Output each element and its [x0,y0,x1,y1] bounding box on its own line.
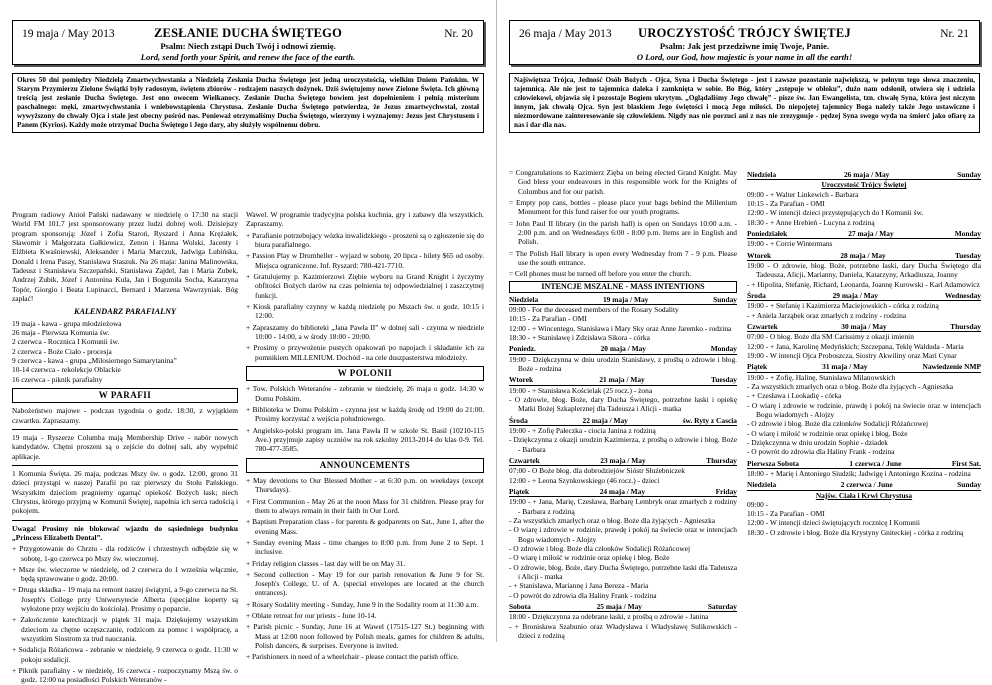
parish-list-b [246,231,484,362]
day-name-en: First Sat. [951,458,981,468]
mass-intention: - O zdrowie i błog. Boże dla członków Sodalicji Różańcowej [509,543,691,553]
mass-intention: - + Hipolita, Stefanię, Richard, Leonarda, Joannę Kurowski - Karl Adamowicz [747,279,980,289]
mass-intention: 19:00 - + Zofię Pałeczka - ciocia Janina z rodziną [509,425,656,435]
day-name-pl: Środa [509,415,528,425]
mass-intentions-week-1 [509,295,737,640]
mass-intention: - O powrót do zdrowia dla Haliny Frank - rodzina [509,590,657,600]
day-date: 31 maja / May [822,362,868,372]
mass-intention: - + Bronisława Szabunio oraz Władysława i Władysławę Sulikowskich - dzieci z rodziną [509,621,737,640]
mass-intention: 19:00 - W intencji Ojca Proboszcza, Siostry Akwiliny oraz Mari Cynar [747,350,957,360]
list-item: + Passion Play w Drumheller - wyjazd w sobotę, 20 lipca - bilety $65 od osoby. Miejsca ograniczone. Inf. Ryszard: 780-421-7710. [246,251,484,270]
day-header [747,362,981,372]
mass-intention: - O zdrowie i błog. Boże dla członków Sodalicji Różańcowej [747,419,929,429]
mass-intention: 18:30 - + Anne Hrebień - Lucyna z rodziną [747,217,875,227]
list-item: + Parafianie potrzebujący wózka inwalidzkiego - proszeni są o zgłoszenie się do biura parafialnego. [246,230,484,249]
list-item: + Sodalicja Różańcowa - zebranie w niedzielę, 9 czerwca o godz. 11:30 w pokoju sodalicji. [12,645,238,664]
mass-intention: 12:00 - W intencji dzieci świętujących rocznicę I Komunii [747,518,920,528]
day-date: 27 maja / May [848,228,894,238]
day-name-en: Thursday [706,455,737,465]
day-name-en: Monday [954,228,981,238]
list-item: + Oblate retreat for our priests - June 10-14. [246,611,377,621]
parish-note-3: 1 Komunia Święta. 26 maja, podczas Mszy św. o godz. 12:00, grono 31 dzieci przystąpi w naszej Parafii po raz pierwszy do Stołu Pańskiego. Wszystkim dzieciom pragniemy ogarnąć opiekość Bożych łask; niech Chrystus, którego przyjmą w Komunii Świętej, napełnia ich serca radością i pokojem. [12,468,238,516]
day-header [747,170,981,180]
list-item: + First Communion - May 26 at the noon Mass for 31 children. Please pray for them to always remain in their faith in Our Lord. [246,496,484,515]
list-item: + Gratulujemy p. Kazimierzowi Ziębie wyboru na Grand Knight i życzymy obfitości Bożych darów na czas pełnienia tej odpowiedzialnej i zaszczytnej funkcji. [246,271,484,300]
day-header [509,456,737,466]
mass-intention: - Za wszystkich zmarłych oraz o błog. Boże dla żyjących - Agnieszka [509,515,716,525]
day-name-pl: Piątek [509,486,530,496]
day-name-en: Friday [715,486,737,496]
day-header [509,416,737,426]
day-header [509,487,737,497]
mass-intention: 19:00 - + Stanisława Kościelak (25 rocz.) - żona [509,385,653,395]
list-item: + Biblioteka w Domu Polskim - czynna jest w każdą środę od 19:00 do 21:00. Prosimy korzystać z wejścia południowego. [246,404,484,424]
mass-intention: - Dziękczynna z okazji urodzin Kazimierza, z prośbą o zdrowie i błog. Boże - Barbara [509,435,737,454]
day-name-pl: Poniedz. [509,344,536,354]
feast-title: ZESŁANIE DUCHA ŚWIĘTEGO [154,26,342,40]
feast-name: Uroczystość Trójcy Świętej [821,180,907,190]
list-item: + Sunday evening Mass - time changes to 8:00 p.m. from June 2 to Sept. 1 inclusive. [246,537,484,557]
issue-date: 19 maja / May 2013 [22,28,115,40]
calendar-item: 19 maja - kawa - grupa młodzieżowa [12,318,122,328]
feast-title: UROCZYSTOŚĆ TRÓJCY ŚWIĘTEJ [638,26,851,40]
announcement-item: = John Paul II library (in the parish hall) is open on Sundays 10:00 a.m. - 2:00 p.m. and on Wednesdays 6:00 - 8:00 p.m. Items are in English and Polish. [509,218,737,247]
mass-intention: - O zdrowie, błog. Boże, dary Ducha Świętego, potrzebne łaski dla Tadeusza i Alicji - matka [509,562,737,581]
day-name-en: Tuesday [954,250,981,260]
list-item: + Tow. Polskich Weteranów - zebranie w niedzielę, 26 maja o godz. 14:30 w Domu Polskim. [246,384,484,403]
day-date: 20 maja / May [600,344,646,354]
psalm-polish: Psalm: Niech zstąpi Duch Twój i odnowi ziemię. [160,41,336,51]
announcement-item: = Congratulations to Kazimierz Zięba on being elected Grand Knight. May God bless your endeavours in this responsible work for the Knights of Columbus and for our parish. [509,168,737,196]
divider [12,429,238,430]
day-header [747,322,981,332]
day-header [509,602,737,612]
day-name-pl: Niedziela [747,170,777,179]
mass-intention: 18:30 - + Stanisławę i Zdzisława Sikora - córka [509,333,650,342]
issue-number: Nr. 21 [940,28,969,40]
day-name-pl: Niedziela [509,294,539,304]
header-box [12,20,484,65]
calendar-list [12,319,238,384]
list-item: + Second collection - May 19 for our parish renovation & June 9 for St. Joseph's College, U. of A. (special envelopes are located at the church entrances). [246,569,484,598]
list-item: + Zakończenie katechizacji w piątek 31 maja. Dziękujemy wszystkim dzieciom za chętne uczęszczanie, rodzicom za pomoc i współpracę, a wszystkim Siostrom za trud nauczania. [12,615,238,644]
day-name-pl: Piątek [747,362,768,372]
day-name-pl: Czwartek [509,455,540,465]
list-item: + Kiosk parafialny czynny w każdą niedzielę po Mszach św. o godz. 10:15 i 12:00. [246,301,484,321]
day-header [747,251,981,261]
calendar-item: 9 czerwca - kawa - grupa „Milosiernego Samarytanina” [12,355,177,365]
calendar-item: 2 czerwca - Boże Ciało - procesja [12,346,112,356]
mass-intention: 19:00 - Dziękczynna w dniu urodzin Stanisławy, z prośbą o zdrowie i błog. Boże - rodzina [509,354,737,373]
announcement-item: = The Polish Hall library is open every Wednesday from 7 - 9 p.m. Please use the south entrance. [509,248,737,267]
picnic-continued: Wawel. W programie tradycyjna polska kuchnia, gry i zabawy dla wszystkich. Zapraszamy. [246,210,484,229]
mass-intention: 12:00 - W intencji dzieci przystępujących do I Komunii św. [747,208,924,218]
announcement-item: = Empty pop cans, bottles - please place your bags behind the Millenium Monument for this fund raiser for our youth programs. [509,197,737,217]
header-box [509,20,980,65]
mass-intention: - + Stanisława, Mariannę i Jana Bereza - Maria [509,581,649,591]
announcements-list [246,476,484,662]
mass-intention: 09:00 - + Walter Linkewich - Barbara [747,189,859,199]
day-header [509,375,737,385]
mass-intention: 07:00 - O Boże błog. dla dobrodziejów Sióstr Służebniczek [509,466,685,476]
mass-intention: 10:15 - Za Parafian - OMI [747,198,825,208]
list-item: + Friday religion classes - last day will be on May 31. [246,558,406,568]
day-date: 24 maja / May [599,486,646,496]
day-name-en: Monday [710,344,737,354]
polonia-list [246,384,484,453]
day-date: 21 maja / May [599,375,645,385]
mass-intention: 19:00 - O zdrowie, błog. Boże, potrzebne łaski, dary Ducha Świętego dla Tadeusza, Alicji, Marianny, Daniela, Katarzyny, Arkadiusza, Joanny [747,260,981,280]
day-date: 23 maja / May [600,455,646,465]
mass-intention: - O powrót do zdrowia dla Haliny Frank - rodzina [747,447,895,457]
day-name-en: Saturday [707,601,737,611]
divider [12,520,238,521]
calendar-item: 26 maja - Pierwsza Komunia św. [12,327,110,337]
list-item: + Prosimy o przywożenie pustych opakowań po napojach i składanie ich za pomnikiem MILLENIUM. Dochód - na cele duszpasterstwa młodzieży. [246,343,484,362]
day-header [509,344,737,354]
day-date: 22 maja / May [582,415,628,425]
list-item: + Przygotowanie do Chrztu - dla rodziców i chrzestnych odbędzie się w sobotę, 1-go czerwca po Mszy św. wieczornej. [12,544,238,563]
day-name-pl: Czwartek [747,321,778,331]
calendar-item: 2 czerwca - Rocznica I Komunii św. [12,337,120,347]
list-item: + May devotions to Our Blessed Mother - at 6:30 p.m. on weekdays (except Thursdays). [246,475,484,495]
mass-intention: 18:00 - Dziękczynna za odebrane łaski, z prośbą o zdrowie - Janina [509,612,709,622]
day-name-pl: Wtorek [747,250,772,260]
day-date: 30 maja / May [841,321,887,331]
list-item: + Piknik parafialny - w niedzielę, 16 czerwca - rozpoczynamy Mszą św. o godz. 12:00 na posiadłości Polskich Weteranów - [12,666,238,685]
parish-note-2: 19 maja - Ryszerze Columba mają Membership Drive - nabór nowych kandydatów. Chętni proszeni są o zejście do dolnej sali, aby wypełnić aplikacje. [12,432,238,461]
psalm-polish: Psalm: Jak jest przedziwne imię Twoje, Panie. [659,41,830,51]
day-name-pl: Sobota [509,601,531,611]
mass-intentions-week-2 [747,170,981,537]
calendar-item: 16 czerwca - piknik parafialny [12,374,103,384]
calendar-title: KALENDARZ PARAFIALNY [74,307,176,317]
day-date: 2 czerwca / June [840,480,893,490]
mass-intention: 12:00 - + Jana, Karolinę Medyńskich; Szczepana, Teklę Walduda - Maria [747,341,964,351]
list-item: + Angielsko-polski program im. Jana Pawła II w szkole St. Basil (10210-115 Ave.) przyjmuje zapisy uczniów na rok szkolny 2013-2014 do klas 0-9. Tel. 780-477-3585. [246,425,484,454]
mass-intention: 12:00 - + Wincentego, Stanisława i Mary Sky oraz Anne Jaremko - rodzina [509,323,732,333]
mass-intention: 09:00 - [747,499,769,509]
section-parafii: W PARAFII [12,388,238,403]
day-date: 29 maja / May [832,290,878,300]
mass-intention: 18:30 - O zdrowie i błog. Boże dla Krystyny Gniteckiej - córka z rodziną [747,527,964,537]
psalm-english: O Lord, our God, how majestic is your name in all the earth! [636,52,853,62]
mass-intention: - Dziękczynna w dniu urodzin Sophie - dziadek [747,437,888,447]
day-name-en: Thursday [950,321,981,331]
feast-name: Najśw. Ciała i Krwi Chrystusa [815,490,913,500]
issue-date: 26 maja / May 2013 [519,28,612,40]
day-date: 26 maja / May [843,170,890,179]
intro-box: Okres 50 dni pomiędzy Niedzielą Zmartwychwstania a Niedzielą Zesłania Ducha Świętego jest jedną uroczystością, wielkim Dniem Pańskim. W Starym Przymierzu Zielone Świątki były radosnym, świętem zbiorów - rodzajem naszych dożynek. Dziś świętujemy nowe Zielone Święta. Ich główną treścią jest zesłanie Ducha Świętego. Jest ono owocem Wielkanocy. Zesłanie Ducha Świętego bowiem jest dopełnieniem i pełnią misterium paschalnego: męki, zmartwychwstania i wniebowstąpienia Chrystusa. Zesłanie Ducha Świętego potwierdza, że Jezus zmartwychwstał, został wywyższony do chwały Ojca i stale jest obecny pośród nas. Ponieważ otrzymaliśmy Ducha Świętego, wierzymy i wyznajemy: Jezus jest Chrystusem i Panem (Kyrios). Każdy może otrzymać Ducha Świętego i Jego dary, aby służyły wspólnemu dobru. [12,73,484,133]
radio-sponsors: Program radiowy Anioł Pański nadawany w niedzielę o 17:30 na stacji World FM 101.7 jest sponsorowany przez ludzi dobrej woli. Dzisiejszy program sponsorują: Józef i Zofia Staroń, Ryszard i Anna Krężałek, Sławomir i Małgorzata Gałkiewicz, Zenon i Hanna Wolski, Jacenty i Elżbieta Kwaśniewski, Aleksander i Maria Marczuk, Jadwiga Lubińska, Donald i Irena Pasay, Stanisława Staszuk. Na 26 maja: Janina Malinowska, Tadeusz i Stanisława Szczepański, Stanisława Zajdel, Jan i Maria Zubek, Andrzej Zubik, Józef i Antonina Kula, Jan i Bogumiła Socha, Katarzyna Topór, Giorgio i Beata Lupinacci, Bernard i Marzena Wawrzyniak. Bóg zapłać! [12,210,238,303]
mass-intention: 19:00 - + Zofię, Halinę, Stanisława Milanowskich [747,372,896,382]
day-name-pl: Wtorek [509,375,534,385]
day-name-en: Sunday [957,170,981,179]
calendar-item: 10-14 czerwca - rekolekcje Oblackie [12,365,121,375]
day-header [747,480,981,490]
mass-intention: - O zdrowie, błog. Boże, dary Ducha Świętego, potrzebne łaski i opiekę Matki Bożej Szkaplerznej dla Tadeusza i Alicji - matka [509,394,737,414]
intro-box: Najświętsza Trójca, Jedność Osób Bożych - Ojca, Syna i Ducha Świętego - jest i zawsze pozostanie największą, w pełnym tego słowa znaczeniu, tajemnicą. Ale nie jest to tajemnica daleka i zamknięta w sobie. Bo Bóg, który „zstępuje w obłoku”, dużo nam odsłonił, otwiera się i udziela człowiekowi, objawia się i pozostaje Bogiem ukrytym. „Oglądaliśmy Jego chwałę” - pisze św. Jan Ewangelista, tzn. chwałę Syna, która jest niczym innym, jak chwałą Ojca. Syn jest blaskiem Jego świętości i mocą Jego miłości. Do niepojętej tajemnicy Boga należy także Jego ustawiczne i niezmordowane zainteresowanie się człowiekiem. Nigdy nas nie porzuci ani z nas nie zrezygnuje - pędzej Syna swego wyda na śmierć jako ofiarę za nas i dar dla nas. [509,73,980,133]
day-name-en: Sunday [957,480,981,490]
mass-intention: 18:00 - + Marię i Antoniego Siudzik; Jadwigę i Antoniego Kozina - rodzina [747,468,971,478]
mass-intention: 19:00 - + Corrie Wintermans [747,239,833,249]
mass-intentions-title: INTENCJE MSZALNE - MASS INTENTIONS [509,281,737,293]
left-column-1 [12,210,238,685]
mass-intention: - O wiarę i miłość w rodzinie oraz opiekę i błog. Boże [509,553,670,563]
list-item: + Baptism Preparation class - for parents & godparents on Sat., June 1, after the evening Mass. [246,517,484,536]
day-date: 19 maja / May [602,294,649,304]
bulletin-page-right [496,0,992,642]
mass-intention: - + Aniela Jarząbek oraz zmarłych z rodziny - rodzina [747,310,907,320]
parish-note-1: Nabożeństwo majowe - podczas tygodnia o godz. 18:30, z wyjątkiem czwartku. Zapraszamy. [12,406,238,425]
right-column-1 [509,168,737,638]
day-date: 25 maja / May [596,601,642,611]
mass-intention: - O wiarę i zdrowie w rodzinie, prawdę i pokój na świecie oraz w intencjach Bogu wiadomych - Alojzy [747,400,981,419]
list-item: + Zapraszamy do biblioteki „Jana Pawła II” w dolnej sali - czynna w niedziele 10:00 - 14:00, a w środy 18:00 - 20:00. [246,322,484,341]
day-name-en: Nawiedzenie NMP [922,362,981,372]
day-name-en: św. Ryty z Cascia [682,415,737,425]
day-name-en: Tuesday [710,375,737,385]
announcement-item: = Cell phones must be turned off before you enter the church. [509,269,692,279]
day-name-en: Sunday [713,294,737,304]
psalm-english: Lord, send forth your Spirit, and renew the face of the earth. [140,52,356,62]
left-column-2 [246,210,484,662]
list-item: + Druga składka - 19 maja na remont naszej świątyni, a 9-go czerwca na St. Joseph's College przy Uniwersytecie Alberta (specjalne koperty są wyłożone przy wejściu do kościoła). Prosimy o poparcie. [12,585,238,614]
day-header [747,459,981,469]
mass-intention: - O wiarę i zdrowie w rodzinie, prawdę i pokój na świecie oraz w intencjach Bogu wiadomych - Alojzy [509,525,737,544]
right-column-2 [747,168,981,638]
day-name-pl: Poniedziałek [747,228,788,238]
day-date: 28 maja / May [840,250,886,260]
mass-intention: - O wiarę i miłość w rodzinie oraz opiekę i błog. Boże [747,428,908,438]
parking-warning: Uwaga! Prosimy nie blokować wjazdu do sąsiedniego budynku „Princess Elizabeth Dental”. [12,523,238,542]
announcements-english [509,168,737,279]
day-header [747,229,981,239]
list-item: + Rosary Sodality meeting - Sunday, June 9 in the Sodality room at 11:30 a.m. [246,599,479,609]
list-item: + Parishioners in need of a wheelchair - please contact the parish office. [246,652,459,662]
mass-intention: 19:00 - + Stefanię i Kazimierza Maciejowskich - córka z rodziną [747,301,939,311]
day-name-pl: Środa [747,290,766,300]
mass-intention: 10:15 - Za Parafian - OMI [509,314,587,324]
mass-intention: 19:00 - + Jana, Marię, Czesława, Barbarę Lembryk oraz zmarłych z rodziny - Barbara z rodziną [509,497,737,516]
list-item: + Parish picnic - Sunday, June 16 at Wawel (17515-127 St.) beginning with Mass at 12:00 noon followed by Polish meals, games for children & adults, Polish dancers, & surprises. Everyone is invited. [246,622,484,651]
mass-intention: - + Czesława i Leokadię - córka [747,391,842,401]
section-announcements: ANNOUNCEMENTS [246,458,484,473]
mass-intention: 10:15 - Za Parafian - OMI [747,509,825,519]
issue-number: Nr. 20 [444,28,473,40]
list-item: + Msze św. wieczorne w niedzielę, od 2 czerwca do 1 września włącznie, będą sprawowane o godz. 20:00. [12,564,238,584]
day-header [747,291,981,301]
day-name-pl: Pierwsza Sobota [747,458,799,468]
day-date: 1 czerwca / June [849,458,902,468]
divider [12,465,238,466]
day-name-pl: Niedziela [747,480,777,490]
mass-intention: 12:00 - + Leona Szynkowskiego (46 rocz.) - dzieci [509,475,660,485]
mass-intention: - Za wszystkich zmarłych oraz o błog. Boże dla żyjących - Agnieszka [747,381,954,391]
mass-intention: 07:00 - O błog. Boże dla SM Carissimy z okazji imienin [747,332,914,342]
section-polonii: W POLONII [246,366,484,381]
day-header [509,295,737,305]
day-name-en: Wednesday [944,290,981,300]
parish-list-a [12,544,238,685]
mass-intention: 09:00 - For the deceased members of the Rosary Sodality [509,305,679,315]
